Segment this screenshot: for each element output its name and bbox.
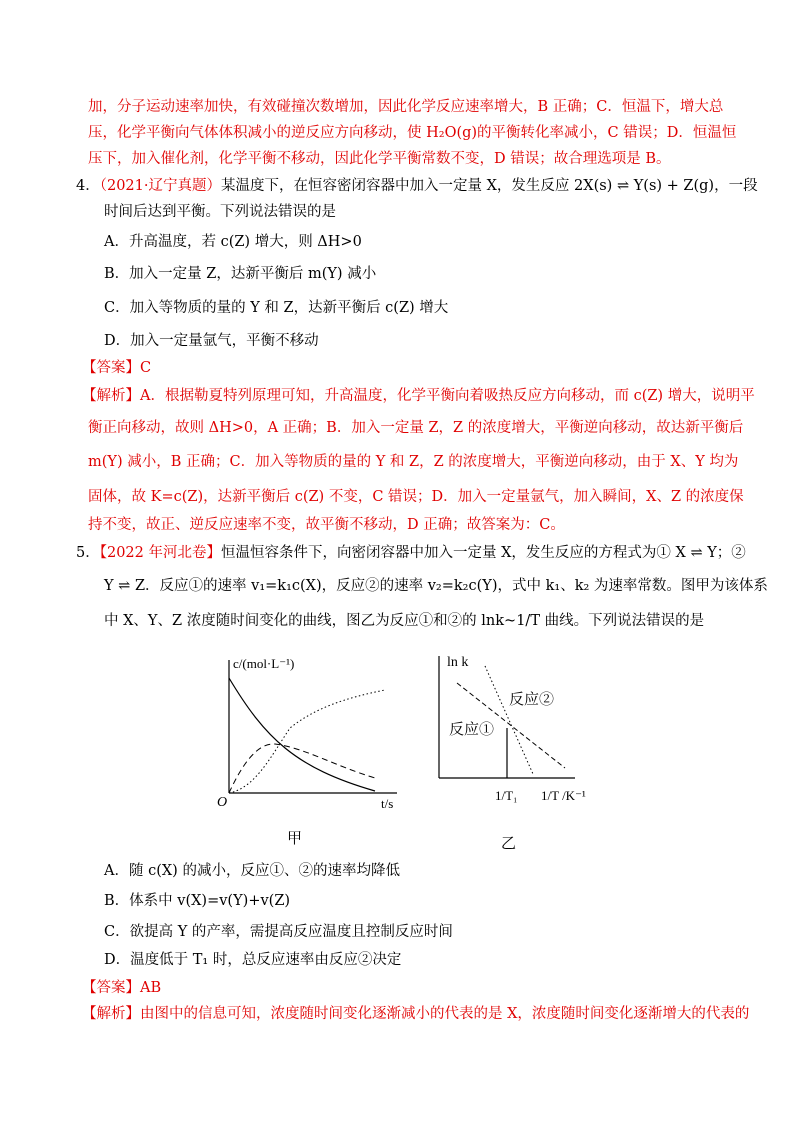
question-4-analysis-4: 固体，故 K=c(Z)，达新平衡后 c(Z) 不变，C 错误；D．加入一定量氩气，加入瞬间，X、Z 的浓度保 bbox=[88, 489, 744, 505]
question-4-answer bbox=[82, 358, 151, 378]
curve-z-dotted bbox=[229, 690, 385, 793]
question-4-option-d: D．加入一定量氩气，平衡不移动 bbox=[104, 333, 319, 349]
question-4-option-b: B．加入一定量 Z，达新平衡后 m(Y) 减小 bbox=[104, 266, 377, 282]
answer-value: C bbox=[140, 360, 152, 376]
tick-label-t1: 1/T₁ bbox=[495, 788, 518, 803]
label-reaction-2: 反应② bbox=[509, 692, 555, 708]
question-source: （2021·辽宁真题） bbox=[99, 178, 221, 194]
answer-label: 【答案】 bbox=[82, 360, 140, 376]
curve-y-dashed bbox=[229, 744, 375, 793]
question-source: 【2022 年河北卷】 bbox=[99, 545, 221, 561]
analysis-text: A．根据勒夏特列原理可知，升高温度，化学平衡向着吸热反应方向移动，而 c(Z) 增大，说明平 bbox=[140, 388, 755, 404]
answer-value: AB bbox=[140, 980, 162, 996]
x-axis-label: t/s bbox=[381, 796, 394, 811]
question-5-analysis-1 bbox=[82, 1004, 749, 1024]
question-5-stem bbox=[76, 543, 746, 563]
label-reaction-1: 反应① bbox=[449, 722, 495, 738]
x-axis-label: 1/T /K⁻¹ bbox=[541, 788, 586, 803]
question-5-answer bbox=[82, 978, 161, 998]
figure-caption: 甲 bbox=[287, 831, 303, 847]
prev-analysis-line-2: 压，化学平衡向气体体积减小的逆反应方向移动，使 H₂O(g)的平衡转化率减小，C 错误；D．恒温恒 bbox=[88, 125, 737, 141]
y-axis-label: c/(mol·L⁻¹) bbox=[233, 656, 295, 671]
question-number: 5． bbox=[76, 545, 100, 561]
question-5-stem-cont-1: Y ⇌ Z．反应①的速率 v₁=k₁c(X)，反应②的速率 v₂=k₂c(Y)，式中 k₁、k₂ 为速率常数。图甲为该体系 bbox=[104, 578, 768, 594]
question-5-option-b: B．体系中 v(X)=v(Y)+v(Z) bbox=[104, 893, 291, 909]
analysis-text: 由图中的信息可知，浓度随时间变化逐渐减小的代表的是 X，浓度随时间变化逐渐增大的代表的 bbox=[140, 1006, 750, 1022]
question-4-analysis-1 bbox=[82, 386, 755, 406]
curve-x-decreasing bbox=[229, 678, 375, 791]
question-4-analysis-5: 持不变，故正、逆反应速率不变，故平衡不移动，D 正确；故答案为：C。 bbox=[88, 517, 565, 533]
question-stem-text: 某温度下，在恒容密闭容器中加入一定量 X，发生反应 2X(s) ⇌ Y(s) + Z(g)，一段 bbox=[221, 178, 758, 194]
question-5-option-d: D．温度低于 T₁ 时，总反应速率由反应②决定 bbox=[104, 952, 402, 968]
question-5-option-c: C．欲提高 Y 的产率，需提高反应温度且控制反应时间 bbox=[104, 924, 453, 940]
question-4-analysis-3: m(Y) 减小，B 正确；C．加入等物质的量的 Y 和 Z，Z 的浓度增大，平衡逆向移动，由于 X、Y 均为 bbox=[88, 454, 739, 470]
question-5-stem-cont-2: 中 X、Y、Z 浓度随时间变化的曲线，图乙为反应①和②的 lnk~1/T 曲线。下列说法错误的是 bbox=[104, 613, 705, 629]
question-4-option-c: C．加入等物质的量的 Y 和 Z，达新平衡后 c(Z) 增大 bbox=[104, 300, 449, 316]
question-4-analysis-2: 衡正向移动，故则 ΔH>0，A 正确；B．加入一定量 Z，Z 的浓度增大，平衡逆向移动，故达新平衡后 bbox=[88, 420, 744, 436]
analysis-label: 【解析】 bbox=[82, 388, 140, 404]
question-number: 4． bbox=[76, 178, 100, 194]
answer-label: 【答案】 bbox=[82, 980, 140, 996]
prev-analysis-line-3: 压下，加入催化剂，化学平衡不移动，因此化学平衡常数不变，D 错误；故合理选项是 B。 bbox=[88, 151, 671, 167]
question-stem-text: 恒温恒容条件下，向密闭容器中加入一定量 X，发生反应的方程式为① X ⇌ Y；② bbox=[221, 545, 746, 561]
question-4-option-a: A．升高温度，若 c(Z) 增大，则 ΔH>0 bbox=[104, 234, 362, 250]
analysis-label: 【解析】 bbox=[82, 1006, 140, 1022]
question-4-stem bbox=[76, 176, 758, 196]
question-4-stem-cont: 时间后达到平衡。下列说法错误的是 bbox=[104, 204, 336, 220]
question-5-option-a: A．随 c(X) 的减小，反应①、②的速率均降低 bbox=[104, 863, 400, 879]
figure-jia-concentration-time bbox=[205, 648, 415, 848]
origin-label: O bbox=[217, 795, 228, 810]
y-axis-label: ln k bbox=[447, 655, 469, 670]
figure-caption: 乙 bbox=[501, 836, 517, 852]
prev-analysis-line-1: 加，分子运动速率加快，有效碰撞次数增加，因此化学反应速率增大，B 正确；C．恒温下，增大总 bbox=[88, 99, 724, 115]
line-reaction-1 bbox=[485, 666, 533, 774]
figure-yi-lnk-vs-invT bbox=[425, 648, 615, 853]
